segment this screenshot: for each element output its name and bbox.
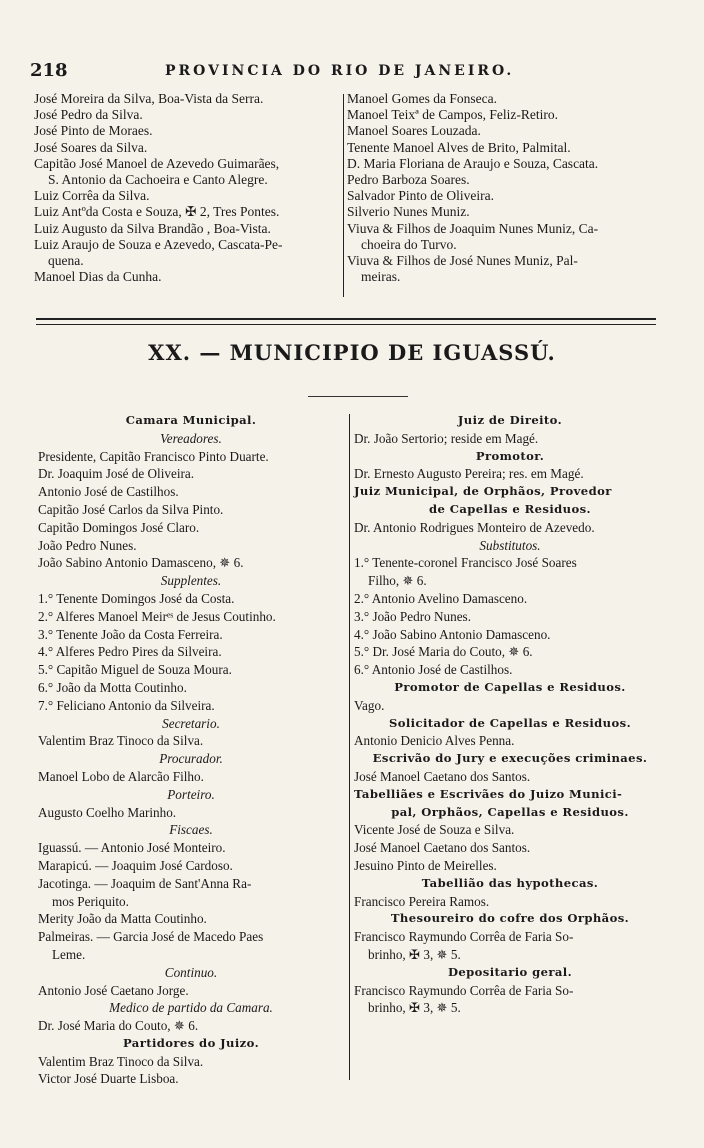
- list-line: Tenente Manoel Alves de Brito, Palmital.: [347, 139, 571, 155]
- list-line: José Moreira da Silva, Boa-Vista da Serra.: [34, 91, 264, 106]
- list-line: Capitão José Carlos da Silva Pinto.: [38, 501, 224, 517]
- list-line: 3.° Tenente João da Costa Ferreira.: [38, 626, 223, 642]
- list-line: Luiz Araujo de Souza e Azevedo, Cascata-Pe-: [34, 236, 283, 252]
- list-line: S. Antonio da Cachoeira e Canto Alegre.: [48, 172, 268, 188]
- list-line: José Soares da Silva.: [34, 139, 148, 155]
- list-line: Victor José Duarte Lisboa.: [38, 1071, 179, 1087]
- section-heading: Partidores do Juizo.: [122, 1035, 260, 1050]
- list-line: 5.° Capitão Miguel de Souza Moura.: [38, 662, 232, 678]
- list-line: 3.° João Pedro Nunes.: [354, 608, 471, 624]
- list-line: Palmeiras. — Garcia José de Macedo Paes: [38, 929, 264, 945]
- list-line: D. Maria Floriana de Araujo e Souza, Cascata.: [347, 155, 599, 171]
- left-column: [38, 412, 344, 1088]
- list-line: quena.: [48, 253, 84, 269]
- list-line: choeira do Turvo.: [361, 236, 457, 252]
- list-line: Iguassú. — Antonio José Monteiro.: [38, 840, 226, 856]
- subheading: Secretario.: [162, 715, 220, 731]
- list-line: 6.° João da Motta Coutinho.: [38, 679, 187, 695]
- list-line: 7.° Feliciano Antonio da Silveira.: [38, 697, 215, 713]
- section-heading: Escrivão do Jury e execuções criminaes.: [372, 751, 648, 766]
- section-heading: Promotor de Capellas e Residuos.: [394, 679, 626, 694]
- list-line: Vago.: [354, 697, 385, 713]
- running-title: PROVINCIA DO RIO DE JANEIRO.: [165, 63, 515, 79]
- list-line: Manoel Lobo de Alarcão Filho.: [38, 768, 204, 784]
- subheading: Substitutos.: [479, 537, 541, 553]
- list-line: Leme.: [52, 946, 86, 962]
- subheading: Supplentes.: [160, 573, 222, 589]
- top-left-column: [34, 91, 340, 285]
- list-line: José Pedro da Silva.: [34, 107, 143, 123]
- list-line: meiras.: [361, 269, 401, 285]
- list-line: 4.° João Sabino Antonio Damasceno.: [354, 626, 551, 642]
- list-line: João Pedro Nunes.: [38, 537, 137, 553]
- subheading: Continuo.: [164, 964, 218, 980]
- title-rule: [308, 396, 408, 397]
- column-divider-main: [349, 414, 350, 1080]
- list-line: Pedro Barboza Soares.: [347, 172, 470, 188]
- list-line: Luiz Antºda Costa e Souza, ✠ 2, Tres Pontes.: [34, 204, 280, 220]
- list-line: Antonio José de Castilhos.: [38, 484, 179, 500]
- list-line: Augusto Coelho Marinho.: [38, 804, 177, 820]
- list-line: José Pinto de Moraes.: [34, 123, 153, 139]
- list-line: Luiz Augusto da Silva Brandão , Boa-Vista.: [34, 220, 271, 236]
- list-line: Antonio Denicio Alves Penna.: [354, 733, 515, 749]
- subheading: Medico de partido da Camara.: [109, 1000, 273, 1016]
- section-heading: Depositario geral.: [447, 964, 573, 979]
- list-line: Filho, ✵ 6.: [368, 573, 427, 589]
- double-rule-upper: [36, 318, 656, 320]
- list-line: José Manoel Caetano dos Santos.: [354, 840, 531, 856]
- list-line: Jacotinga. — Joaquim de Sant'Anna Ra-: [38, 875, 252, 891]
- list-line: Francisco Raymundo Corrêa de Faria So-: [354, 929, 574, 945]
- section-heading: pal, Orphãos, Capellas e Residuos.: [391, 804, 629, 819]
- list-line: Jesuino Pinto de Meirelles.: [354, 857, 497, 873]
- list-line: Salvador Pinto de Oliveira.: [347, 188, 494, 204]
- list-line: Capitão Domingos José Claro.: [38, 519, 200, 535]
- list-line: 1.° Tenente Domingos José da Costa.: [38, 590, 235, 606]
- list-line: Presidente, Capitão Francisco Pinto Duarte.: [38, 448, 269, 464]
- subheading: Fiscaes.: [169, 822, 213, 838]
- list-line: Manoel Gomes da Fonseca.: [347, 91, 497, 106]
- section-heading: Thesoureiro do cofre dos Orphãos.: [390, 911, 630, 926]
- list-line: Manoel Teixª de Campos, Feliz-Retiro.: [347, 107, 558, 123]
- page-number: 218: [30, 60, 68, 81]
- list-line: brinho, ✠ 3, ✵ 5.: [368, 946, 461, 962]
- list-line: Silverio Nunes Muniz.: [347, 204, 470, 220]
- list-line: Dr. Antonio Rodrigues Monteiro de Azevedo.: [354, 519, 595, 535]
- list-line: Viuva & Filhos de José Nunes Muniz, Pal-: [347, 253, 578, 269]
- list-line: Dr. Joaquim José de Oliveira.: [38, 466, 195, 482]
- list-line: brinho, ✠ 3, ✵ 5.: [368, 1000, 461, 1016]
- subheading: Vereadores.: [160, 430, 222, 446]
- section-heading: Solicitador de Capellas e Residuos.: [388, 715, 632, 730]
- list-line: Manoel Soares Louzada.: [347, 123, 481, 139]
- list-line: 5.° Dr. José Maria do Couto, ✵ 6.: [354, 644, 533, 660]
- list-line: Vicente José de Souza e Silva.: [354, 822, 515, 838]
- list-line: Dr. José Maria do Couto, ✵ 6.: [38, 1018, 199, 1034]
- subheading: Porteiro.: [167, 786, 215, 802]
- list-line: 1.° Tenente-coronel Francisco José Soares: [354, 555, 577, 571]
- list-line: Capitão José Manoel de Azevedo Guimarães,: [34, 155, 280, 171]
- list-line: Manoel Dias da Cunha.: [34, 269, 162, 285]
- list-line: 2.° Antonio Avelino Damasceno.: [354, 590, 528, 606]
- list-line: Viuva & Filhos de Joaquim Nunes Muniz, Ca-: [347, 220, 599, 236]
- list-line: mos Periquito.: [52, 893, 129, 909]
- section-heading: Juiz de Direito.: [457, 413, 563, 427]
- section-heading: Camara Municipal.: [125, 413, 257, 427]
- section-title: XX. — MUNICIPIO DE IGUASSÚ.: [148, 340, 556, 365]
- list-line: Dr. João Sertorio; reside em Magé.: [354, 430, 539, 446]
- subheading: Procurador.: [159, 751, 223, 767]
- list-line: Antonio José Caetano Jorge.: [38, 982, 189, 998]
- list-line: José Manoel Caetano dos Santos.: [354, 768, 531, 784]
- list-line: 6.° Antonio José de Castilhos.: [354, 662, 513, 678]
- list-line: 4.° Alferes Pedro Pires da Silveira.: [38, 644, 222, 660]
- top-right-column: [347, 91, 677, 285]
- double-rule-lower: [36, 324, 656, 325]
- column-divider-top: [343, 94, 344, 297]
- section-heading: de Capellas e Residuos.: [428, 501, 591, 516]
- section-heading: Juiz Municipal, de Orphãos, Provedor: [354, 484, 612, 499]
- list-line: 2.° Alferes Manoel Meirᵉˢ de Jesus Coutinho.: [38, 608, 276, 624]
- list-line: Valentim Braz Tinoco da Silva.: [38, 1053, 204, 1069]
- list-line: Luiz Corrêa da Silva.: [34, 188, 150, 204]
- section-heading: Tabellião das hypothecas.: [421, 875, 599, 890]
- list-line: Marapicú. — Joaquim José Cardoso.: [38, 857, 233, 873]
- list-line: Dr. Ernesto Augusto Pereira; res. em Magé.: [354, 466, 584, 482]
- list-line: Francisco Raymundo Corrêa de Faria So-: [354, 982, 574, 998]
- list-line: Valentim Braz Tinoco da Silva.: [38, 733, 204, 749]
- list-line: Merity João da Matta Coutinho.: [38, 911, 207, 927]
- section-heading: Tabelliães e Escrivães do Juizo Munici-: [354, 786, 623, 801]
- section-heading: Promotor.: [475, 448, 545, 463]
- list-line: João Sabino Antonio Damasceno, ✵ 6.: [38, 555, 244, 571]
- right-column: [354, 412, 666, 1017]
- list-line: Francisco Pereira Ramos.: [354, 893, 490, 909]
